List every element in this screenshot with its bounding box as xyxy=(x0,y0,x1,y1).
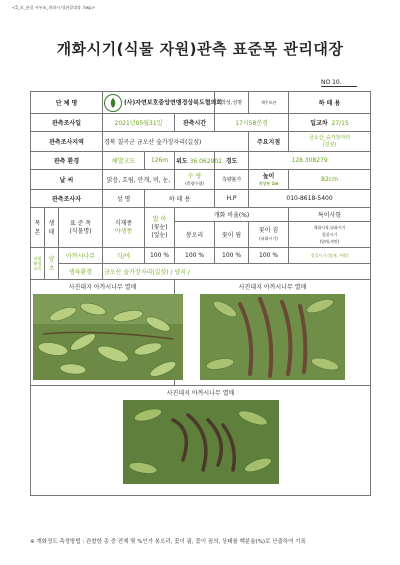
org-value: (사)자연보호중앙연맹경상북도협의회 xyxy=(123,99,223,106)
main-point-label: 주요지점 xyxy=(249,132,289,152)
date-label: 관측조사일 xyxy=(31,114,103,132)
acacia-pods-photo-2 xyxy=(200,294,345,380)
main-point-value-2: (길섶) xyxy=(322,141,337,148)
organization-logo-icon xyxy=(104,94,122,112)
file-header: <5_보_관찰 서부조_개화시기(관찰대장 .hwp> xyxy=(12,5,96,10)
ratio-header: 개화 비율(%) xyxy=(175,208,289,222)
fall-value: 100 % xyxy=(249,248,289,264)
altitude-label: 해발고도 xyxy=(103,152,145,170)
rep-small: 제주보관 xyxy=(249,92,289,114)
flower-value: 100 % xyxy=(215,248,249,264)
bal-sub1-header: (꽃눈) xyxy=(151,223,168,231)
tree-type: 낙엽 활엽 교목 xyxy=(31,248,45,280)
hp-label: H.P xyxy=(215,190,249,208)
longitude-value: 128.308279 xyxy=(249,152,371,170)
plant-name: 아까시나무 xyxy=(59,248,103,264)
time-value: 17시58분경 xyxy=(215,114,289,132)
special-sub-2: 결실시기 xyxy=(321,232,338,237)
ecology-value: 양 초 xyxy=(45,248,59,280)
name-label: 성 명 xyxy=(103,190,145,208)
altitude-value: 126m xyxy=(145,152,175,170)
longitude-label: 경도 xyxy=(215,152,249,170)
std-sub-header: (식물명) xyxy=(69,227,92,235)
daycount-label: 일교차 xyxy=(310,120,328,127)
sik-sub-header: 야생종 xyxy=(114,227,133,235)
daycount-value: 27/15 xyxy=(331,120,349,127)
bal-sub2-header: (잎눈) xyxy=(151,231,168,239)
person-label: 관측조사자 xyxy=(31,190,103,208)
hp-value: 010-8618-5400 xyxy=(249,190,371,208)
env-label: 관측 환경 xyxy=(31,152,103,170)
height-sub: 지상부 1m xyxy=(258,180,279,186)
acacia-pods-photo-3 xyxy=(123,400,279,484)
page-title: 개화시기(식물 자원)관측 표준목 관리대장 xyxy=(56,40,344,58)
photo1-caption: 사진대지 아까시나무 열매 xyxy=(68,284,137,291)
saeng-header: 생 태 xyxy=(45,208,59,248)
time-label: 관측시간 xyxy=(175,114,215,132)
env-row-value: 금오산 숲가장자리(길섶) / 양지 / xyxy=(103,264,371,280)
acacia-pods-photo-1 xyxy=(33,294,183,380)
name-value: 하 태 용 xyxy=(145,190,215,208)
rep-label: 작성,성명 xyxy=(215,92,249,114)
std-header: 표 준 목 xyxy=(69,219,92,227)
fall-sub-header: (낙화시기) xyxy=(259,235,278,241)
record-table xyxy=(30,91,371,496)
latitude-value: 36.062902 xyxy=(189,158,222,165)
bal-header: 발 아 xyxy=(152,215,167,223)
rain-label: 측량불가 xyxy=(215,170,249,190)
weather-label: 날 씨 xyxy=(31,170,103,190)
flower-header: 꽃이 핌 xyxy=(215,222,249,248)
document-number: NO 10. xyxy=(321,79,357,87)
org-label: 단 체 명 xyxy=(31,92,103,114)
fall-header: 꽃이 짐 xyxy=(258,226,279,234)
photo2-caption: 사진대지 아까시나무 열매 xyxy=(238,284,307,291)
bal-value: 100 % xyxy=(145,248,175,264)
region-label: 관측조사지역 xyxy=(31,132,103,152)
photo3-caption: 사진대지 아까시나무 열매 xyxy=(166,390,235,397)
special-sub-3: (열매,씨앗) xyxy=(319,239,340,244)
water-label: 수 량 xyxy=(187,172,202,180)
sik-value: 식/야 xyxy=(103,248,145,264)
water-sub: (측량수량) xyxy=(185,180,204,186)
mok-header: 목 본 xyxy=(31,208,45,248)
weather-value: 맑음, 흐림, 안개, 비, 눈, xyxy=(103,170,175,190)
measurement-note: ※ 개화정도 측정방법 : 관찰한 종 중 전체 몇 %인가 봉오리, 꽃이 핌, 꽃이 짐의, 상태를 백분율(%)로 산출하여 기록 xyxy=(30,539,306,545)
bud-value: 100 % xyxy=(175,248,215,264)
special-header: 특이사항 xyxy=(289,208,371,222)
bud-header: 봉오리 xyxy=(175,222,215,248)
special-value: 결실시기 (열매, 씨앗) xyxy=(289,248,371,264)
main-point-value-1: 금오산_숲가장자리 xyxy=(308,134,351,141)
date-value: 2021년05월31일 xyxy=(103,114,175,132)
sik-header: 식재종 xyxy=(114,219,133,227)
special-sub-1: 개화시작,낙화시기 xyxy=(313,225,346,230)
rep-value: 하 태 용 xyxy=(289,92,371,114)
height-label: 높이 xyxy=(262,172,275,180)
env-row-label: 생육환경 xyxy=(59,264,103,280)
latitude-label: 위도 xyxy=(176,158,188,165)
height-value: 82cm xyxy=(289,170,371,190)
region-value: 경북 칠곡군 금오산 숲가장자리(길섶) xyxy=(103,132,249,152)
